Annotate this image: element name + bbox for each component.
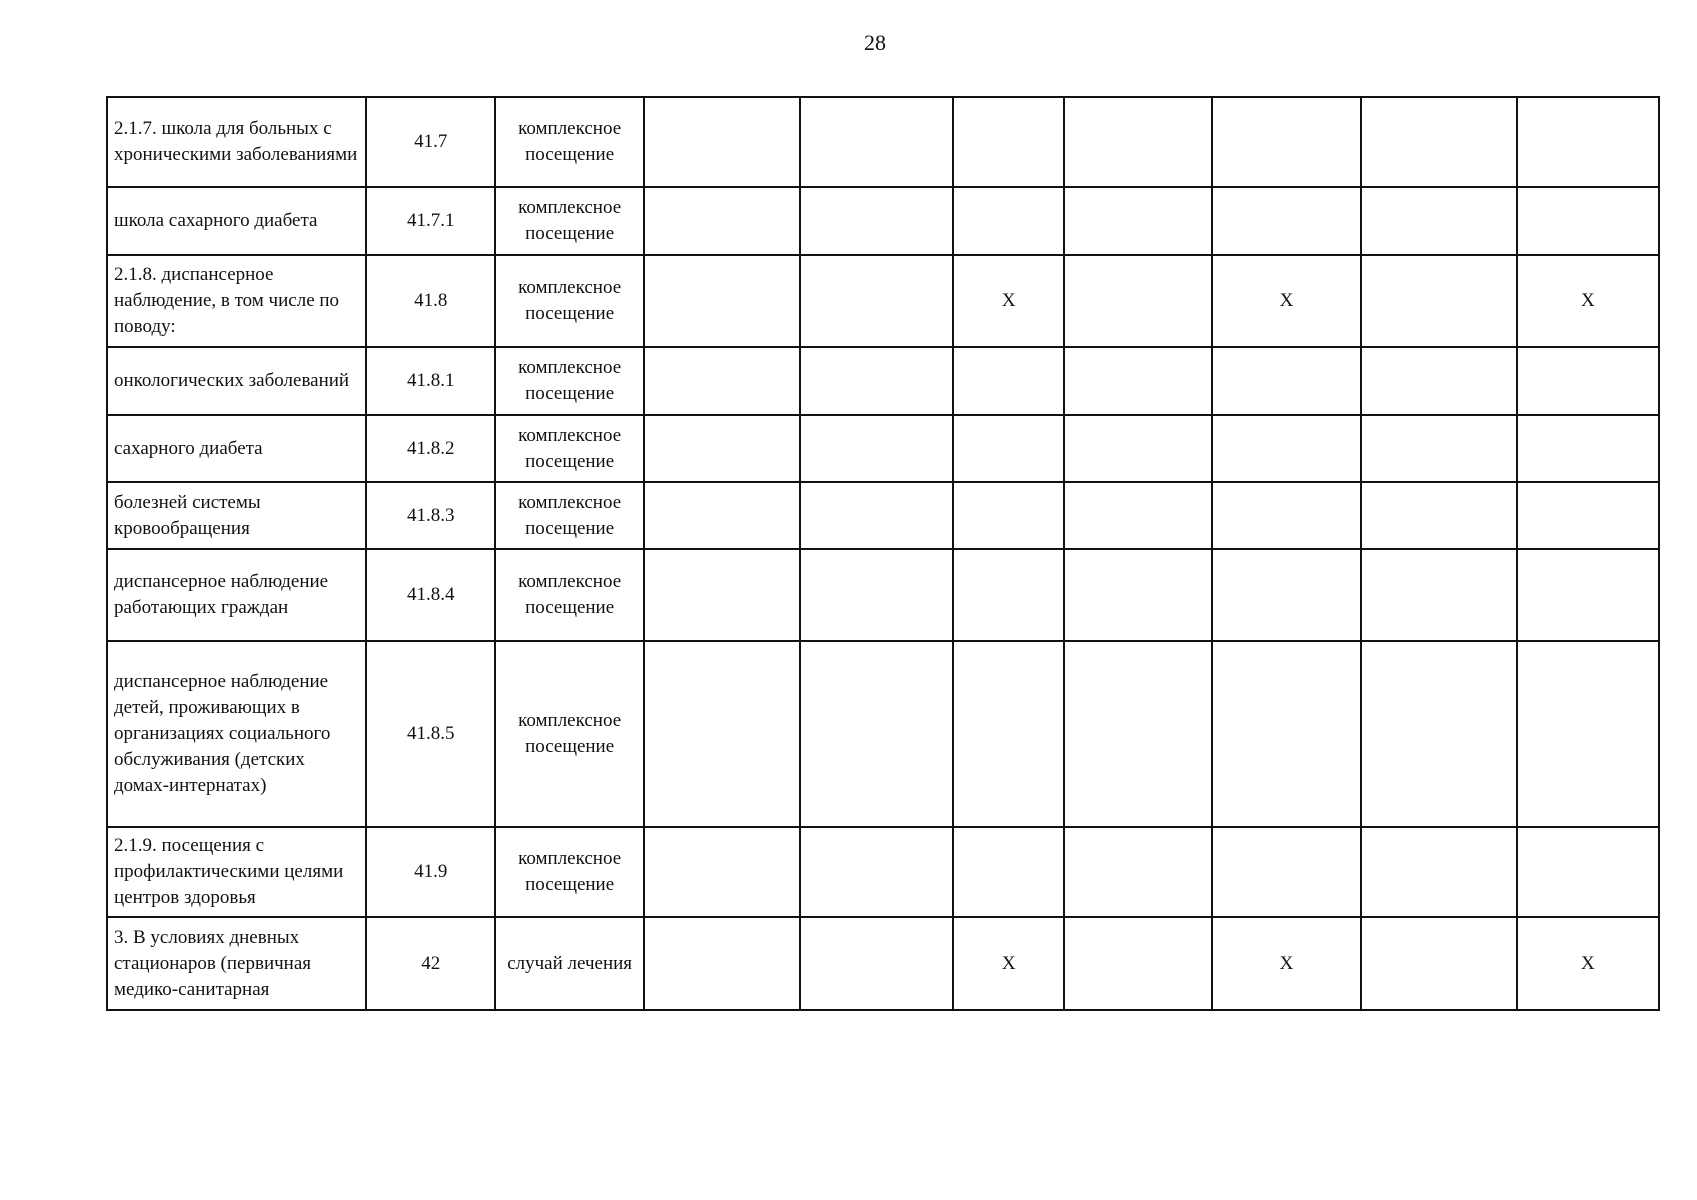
table-row	[107, 255, 1659, 347]
table-row	[107, 827, 1659, 917]
data-cell	[953, 641, 1063, 827]
data-cell	[1361, 549, 1516, 641]
row-unit-cell: комплексное посещение	[495, 827, 644, 917]
data-cell	[1361, 255, 1516, 347]
data-cell	[1064, 917, 1212, 1010]
data-cell	[1212, 415, 1362, 482]
row-unit-cell: комплексное посещение	[495, 97, 644, 187]
data-cell	[644, 549, 800, 641]
data-cell	[1517, 549, 1659, 641]
row-unit-cell: случай лечения	[495, 917, 644, 1010]
row-code-cell: 41.8	[366, 255, 495, 347]
data-cell	[1212, 187, 1362, 255]
row-code-cell: 42	[366, 917, 495, 1010]
row-code-cell: 41.8.2	[366, 415, 495, 482]
data-cell	[800, 187, 953, 255]
data-cell: X	[953, 255, 1063, 347]
data-cell	[1361, 827, 1516, 917]
row-code-cell: 41.8.4	[366, 549, 495, 641]
row-code-cell: 41.8.3	[366, 482, 495, 549]
data-cell	[644, 187, 800, 255]
data-cell	[953, 549, 1063, 641]
table-row	[107, 549, 1659, 641]
row-name-cell: онкологических заболеваний	[107, 347, 366, 415]
data-cell	[800, 827, 953, 917]
data-cell	[1064, 97, 1212, 187]
data-cell	[953, 415, 1063, 482]
data-cell	[1212, 97, 1362, 187]
data-cell	[800, 255, 953, 347]
data-cell	[800, 482, 953, 549]
data-cell	[1212, 482, 1362, 549]
data-cell	[644, 827, 800, 917]
data-cell	[1064, 641, 1212, 827]
data-cell	[800, 641, 953, 827]
data-cell	[1064, 549, 1212, 641]
data-cell	[644, 641, 800, 827]
data-cell	[800, 97, 953, 187]
data-cell: X	[953, 917, 1063, 1010]
data-cell	[1517, 827, 1659, 917]
row-unit-cell: комплексное посещение	[495, 187, 644, 255]
row-unit-cell: комплексное посещение	[495, 641, 644, 827]
data-cell	[1212, 347, 1362, 415]
table-row	[107, 347, 1659, 415]
data-cell	[644, 255, 800, 347]
data-table	[106, 96, 1660, 1011]
data-cell	[644, 917, 800, 1010]
row-name-cell: диспансерное наблюдение детей, проживающих в организациях социального обслуживания (детских домах-интернатах)	[107, 641, 366, 827]
data-cell	[1064, 482, 1212, 549]
data-cell	[953, 482, 1063, 549]
data-cell	[1517, 641, 1659, 827]
data-cell	[644, 415, 800, 482]
table-row	[107, 415, 1659, 482]
row-name-cell: 2.1.7. школа для больных с хроническими заболеваниями	[107, 97, 366, 187]
row-code-cell: 41.8.1	[366, 347, 495, 415]
row-code-cell: 41.7	[366, 97, 495, 187]
data-cell	[1361, 97, 1516, 187]
data-cell	[1517, 415, 1659, 482]
data-cell	[1361, 415, 1516, 482]
data-cell	[1517, 187, 1659, 255]
data-cell	[1517, 97, 1659, 187]
row-name-cell: школа сахарного диабета	[107, 187, 366, 255]
data-cell: X	[1212, 255, 1362, 347]
table-row	[107, 187, 1659, 255]
table-row	[107, 641, 1659, 827]
data-cell	[800, 415, 953, 482]
data-cell	[953, 97, 1063, 187]
data-cell	[1517, 347, 1659, 415]
data-cell	[1064, 347, 1212, 415]
row-name-cell: сахарного диабета	[107, 415, 366, 482]
row-name-cell: 3. В условиях дневных стационаров (первичная медико-санитарная	[107, 917, 366, 1010]
data-cell	[1212, 827, 1362, 917]
data-cell	[1212, 641, 1362, 827]
row-unit-cell: комплексное посещение	[495, 482, 644, 549]
data-cell	[644, 97, 800, 187]
page-number: 28	[864, 30, 886, 55]
data-cell: X	[1517, 917, 1659, 1010]
data-cell	[953, 827, 1063, 917]
data-cell	[1517, 482, 1659, 549]
data-cell	[1361, 187, 1516, 255]
data-cell	[1212, 549, 1362, 641]
data-cell	[800, 549, 953, 641]
data-cell	[1361, 482, 1516, 549]
row-name-cell: 2.1.8. диспансерное наблюдение, в том числе по поводу:	[107, 255, 366, 347]
data-cell	[1361, 917, 1516, 1010]
table-row	[107, 917, 1659, 1010]
data-cell	[1064, 827, 1212, 917]
data-cell	[1064, 255, 1212, 347]
row-code-cell: 41.7.1	[366, 187, 495, 255]
data-cell	[1064, 187, 1212, 255]
data-cell	[1361, 347, 1516, 415]
row-unit-cell: комплексное посещение	[495, 347, 644, 415]
row-unit-cell: комплексное посещение	[495, 255, 644, 347]
data-cell	[800, 347, 953, 415]
row-code-cell: 41.8.5	[366, 641, 495, 827]
data-cell	[1064, 415, 1212, 482]
row-name-cell: болезней системы кровообращения	[107, 482, 366, 549]
row-code-cell: 41.9	[366, 827, 495, 917]
table-row	[107, 97, 1659, 187]
row-name-cell: диспансерное наблюдение работающих граждан	[107, 549, 366, 641]
data-cell: X	[1517, 255, 1659, 347]
data-cell	[953, 347, 1063, 415]
row-unit-cell: комплексное посещение	[495, 415, 644, 482]
row-unit-cell: комплексное посещение	[495, 549, 644, 641]
data-cell: X	[1212, 917, 1362, 1010]
data-cell	[644, 347, 800, 415]
data-cell	[1361, 641, 1516, 827]
data-cell	[644, 482, 800, 549]
table-row	[107, 482, 1659, 549]
data-cell	[953, 187, 1063, 255]
data-cell	[800, 917, 953, 1010]
row-name-cell: 2.1.9. посещения с профилактическими целями центров здоровья	[107, 827, 366, 917]
